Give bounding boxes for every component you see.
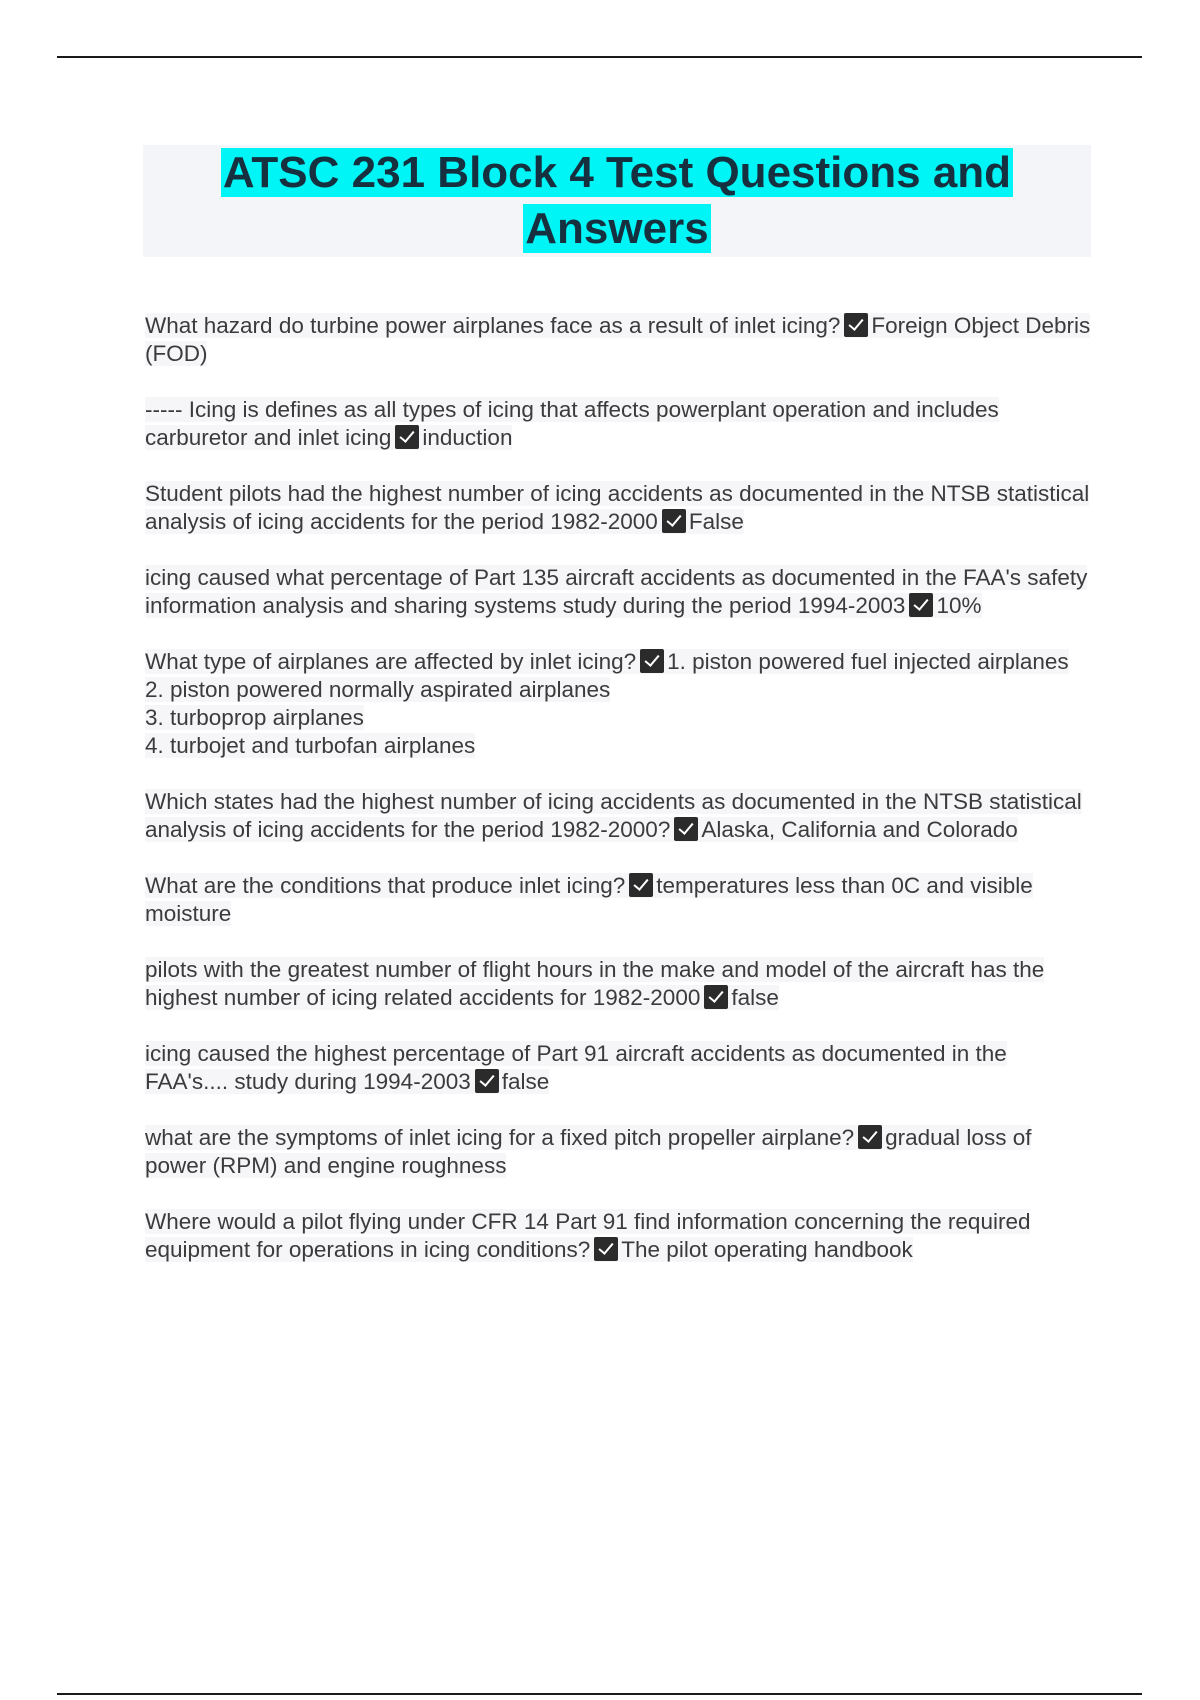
qa-item bbox=[145, 788, 1095, 844]
answer-text: gradual loss of power (RPM) and engine roughness bbox=[145, 1125, 1032, 1178]
question-text: pilots with the greatest number of flight hours in the make and model of the aircraft has the highest number of icing related accidents for 1982-2000 bbox=[145, 957, 1045, 1010]
checkmark-icon bbox=[674, 817, 698, 841]
checkmark-icon bbox=[858, 1125, 882, 1149]
checkmark-icon bbox=[640, 649, 664, 673]
title-box bbox=[143, 145, 1091, 257]
qa-item bbox=[145, 1040, 1095, 1096]
qa-item bbox=[145, 956, 1095, 1012]
checkmark-icon bbox=[662, 509, 686, 533]
question-text: what are the symptoms of inlet icing for a fixed pitch propeller airplane? bbox=[145, 1125, 855, 1150]
document-title: ATSC 231 Block 4 Test Questions and Answers bbox=[222, 148, 1012, 253]
answer-text: temperatures less than 0C and visible moisture bbox=[145, 873, 1033, 926]
checkmark-icon bbox=[704, 985, 728, 1009]
qa-item bbox=[145, 1124, 1095, 1180]
checkmark-icon bbox=[395, 425, 419, 449]
qa-item bbox=[145, 648, 1095, 760]
question-text: What hazard do turbine power airplanes face as a result of inlet icing? bbox=[145, 313, 841, 338]
answer-text: The pilot operating handbook bbox=[621, 1237, 913, 1262]
answer-text: False bbox=[688, 509, 744, 534]
answer-text: Foreign Object Debris (FOD) bbox=[145, 313, 1091, 366]
qa-item bbox=[145, 480, 1095, 536]
qa-item bbox=[145, 1208, 1095, 1264]
question-text: icing caused what percentage of Part 135 aircraft accidents as documented in the FAA's safety information analysis and sharing systems study during the period 1994-2003 bbox=[145, 565, 1088, 618]
checkmark-icon bbox=[909, 593, 933, 617]
answer-text: Alaska, California and Colorado bbox=[701, 817, 1018, 842]
checkmark-icon bbox=[594, 1237, 618, 1261]
question-text: icing caused the highest percentage of Part 91 aircraft accidents as documented in the FAA's.... study during 1994-2003 bbox=[145, 1041, 1007, 1094]
qa-item bbox=[145, 396, 1095, 452]
question-text: What type of airplanes are affected by inlet icing? bbox=[145, 649, 637, 674]
answer-text: induction bbox=[422, 425, 513, 450]
question-text: Where would a pilot flying under CFR 14 Part 91 find information concerning the required equipment for operations in icing conditions? bbox=[145, 1209, 1031, 1262]
top-rule bbox=[57, 56, 1142, 58]
question-text: Which states had the highest number of icing accidents as documented in the NTSB statistical analysis of icing accidents for the period 1982-2000? bbox=[145, 789, 1082, 842]
answer-text: 1. piston powered fuel injected airplanes 2. piston powered normally aspirated airplanes 3. turboprop airplanes 4. turbojet and turbofan airplanes bbox=[145, 649, 1069, 758]
checkmark-icon bbox=[475, 1069, 499, 1093]
qa-item bbox=[145, 872, 1095, 928]
checkmark-icon bbox=[629, 873, 653, 897]
question-text: What are the conditions that produce inlet icing? bbox=[145, 873, 626, 898]
answer-text: false bbox=[501, 1069, 550, 1094]
question-text: ----- Icing is defines as all types of icing that affects powerplant operation and includes carburetor and inlet icing bbox=[145, 397, 999, 450]
question-text: Student pilots had the highest number of icing accidents as documented in the NTSB statistical analysis of icing accidents for the period 1982-2000 bbox=[145, 481, 1090, 534]
qa-list bbox=[145, 312, 1095, 1264]
qa-item bbox=[145, 312, 1095, 368]
bottom-rule bbox=[57, 1693, 1142, 1695]
qa-item bbox=[145, 564, 1095, 620]
answer-text: false bbox=[731, 985, 779, 1010]
answer-text: 10% bbox=[936, 593, 982, 618]
checkmark-icon bbox=[844, 313, 868, 337]
